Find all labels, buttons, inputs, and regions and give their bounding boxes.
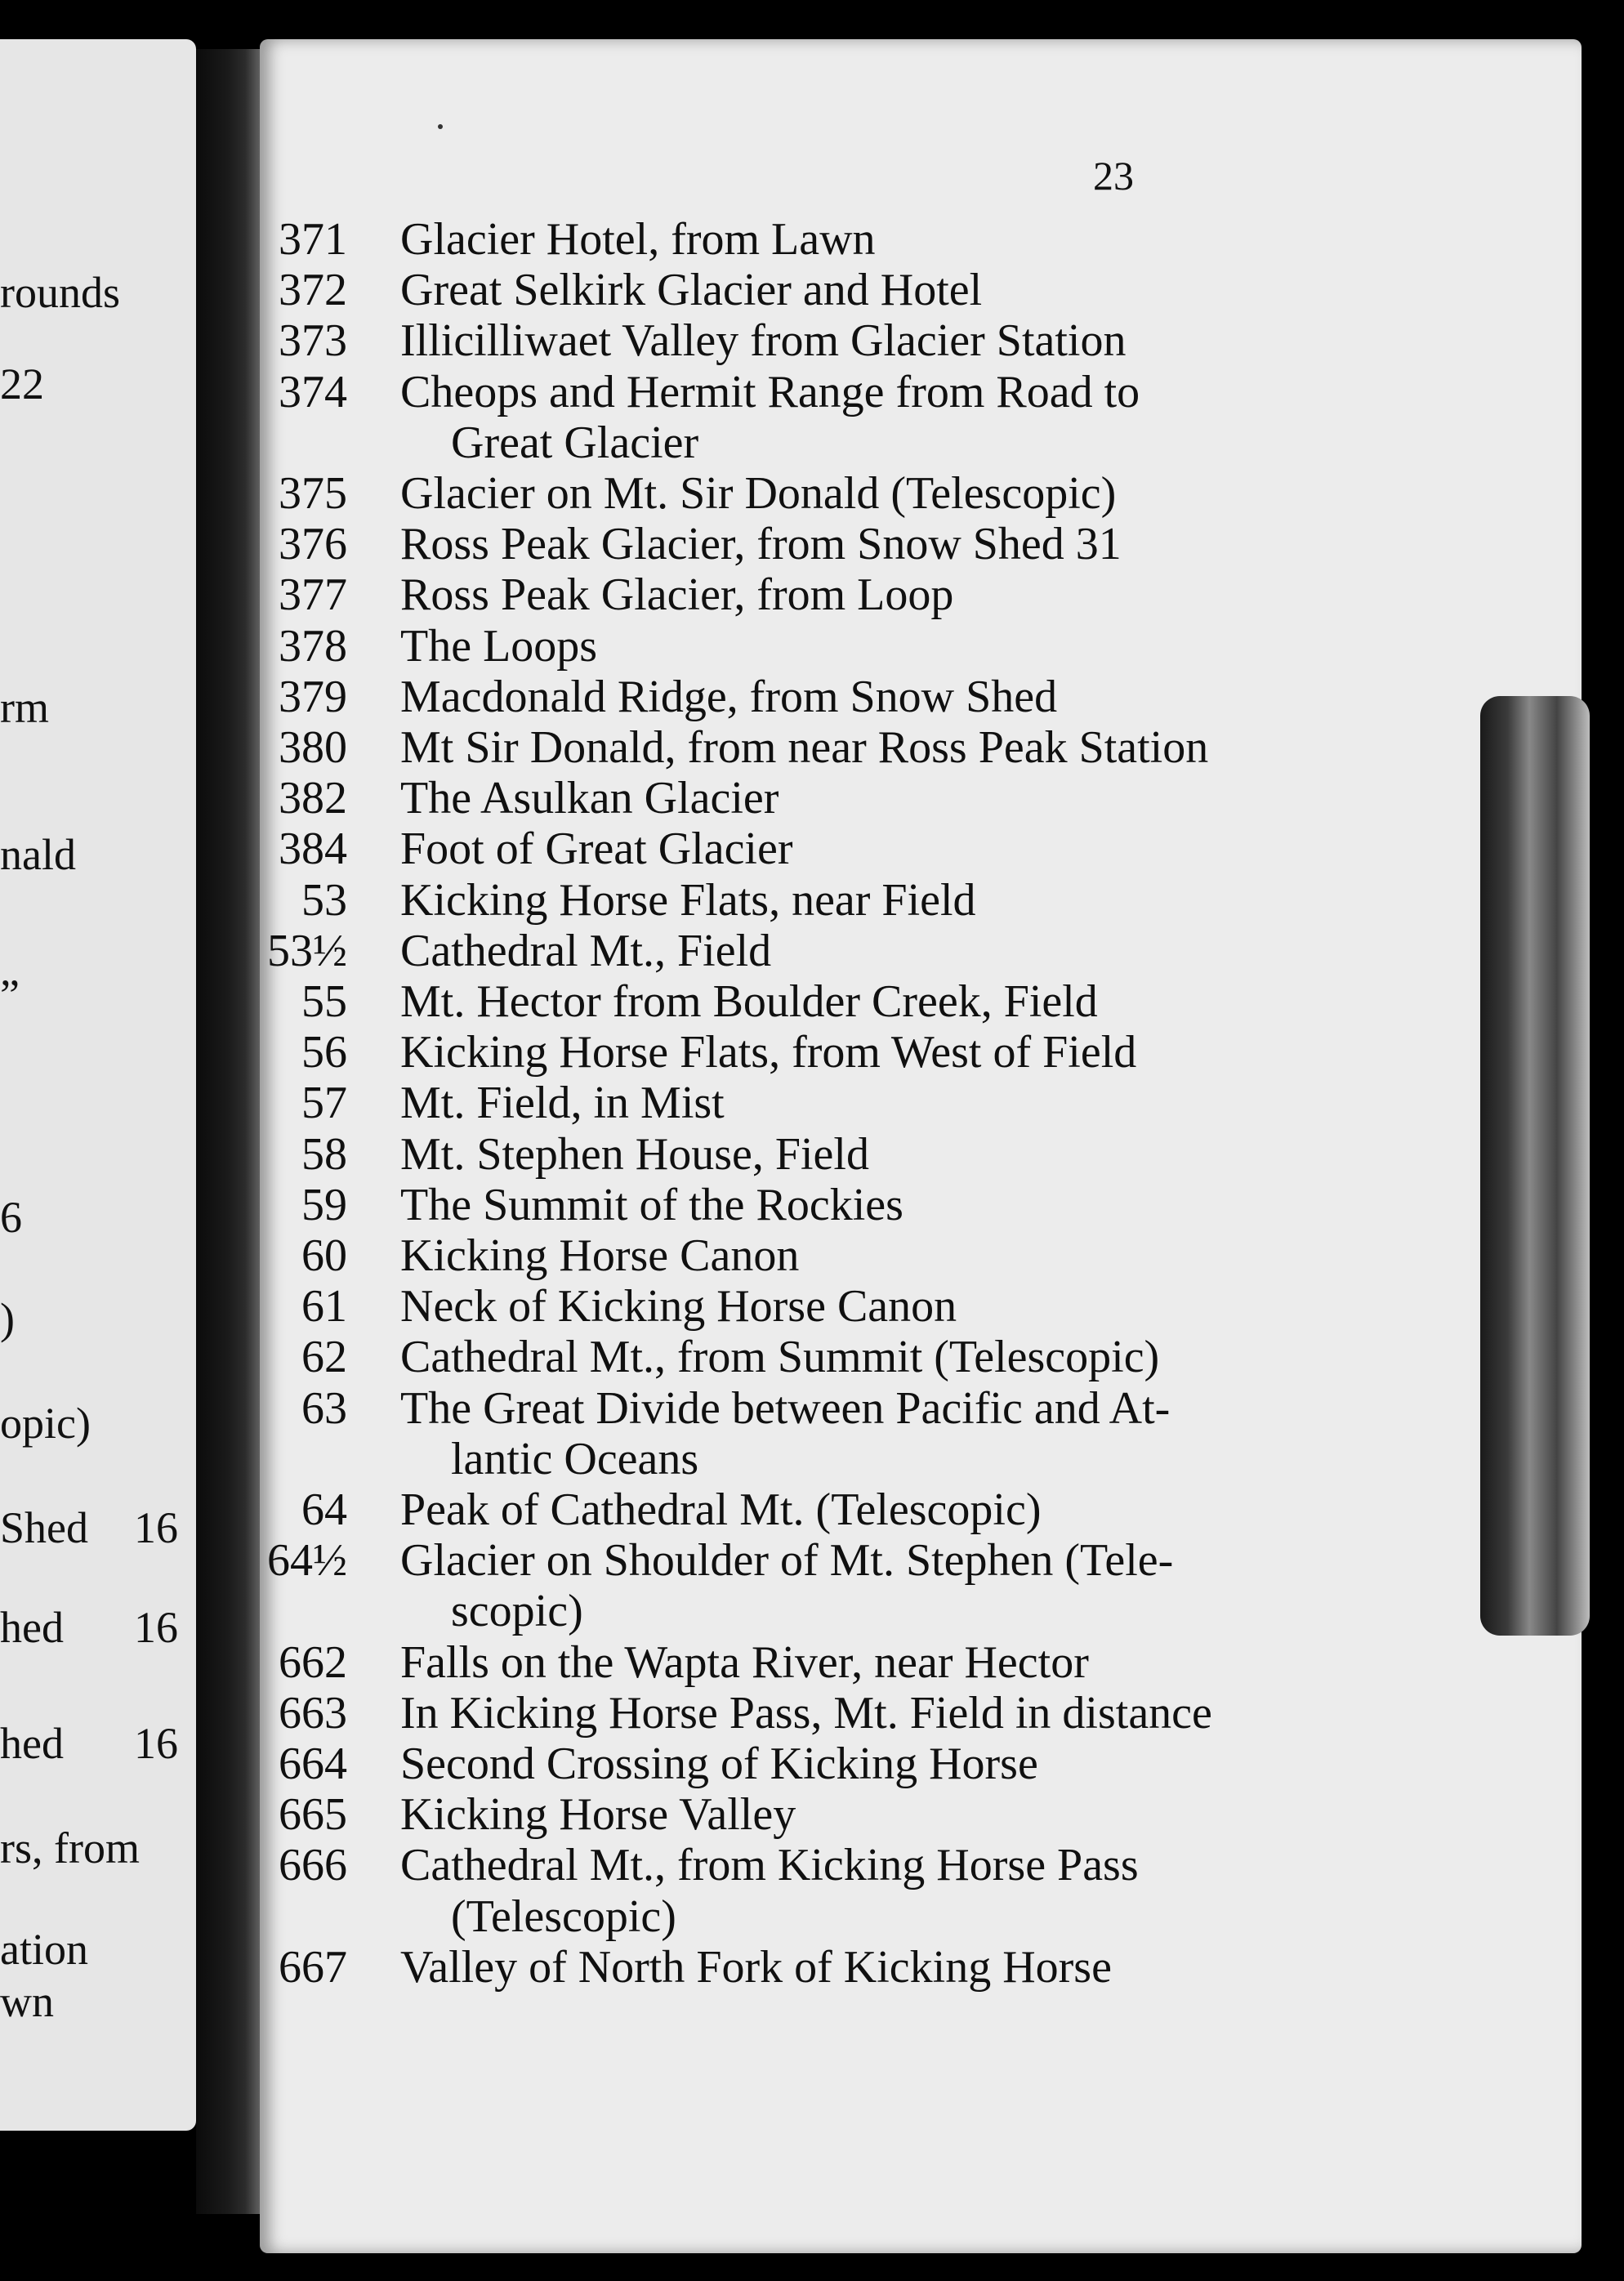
photo-number: 376: [279, 519, 347, 570]
previous-page-line: [0, 1503, 188, 1552]
photo-number: 59: [301, 1179, 347, 1230]
photo-title: Macdonald Ridge, from Snow Shed: [400, 671, 1058, 722]
previous-page-line: [0, 1925, 188, 1974]
previous-page-line-text: 6: [0, 1193, 22, 1242]
photo-number: 377: [279, 569, 347, 621]
previous-page-line: [0, 268, 188, 317]
photo-number: 55: [301, 976, 347, 1027]
photo-title-continuation: (Telescopic): [451, 1890, 676, 1942]
previous-page-line: [0, 830, 188, 879]
photo-title: The Summit of the Rockies: [400, 1179, 903, 1230]
previous-page-line-text: ”: [0, 971, 20, 1020]
photo-title: The Great Divide between Pacific and At-: [400, 1382, 1171, 1434]
photo-number: 382: [279, 773, 347, 824]
photo-number: 375: [279, 468, 347, 519]
photo-title-continuation: lantic Oceans: [451, 1433, 699, 1484]
previous-page-line: [0, 1294, 188, 1343]
previous-page-line-text: rs, from: [0, 1823, 140, 1873]
photo-title: Mt. Stephen House, Field: [400, 1128, 869, 1180]
photo-title: Cathedral Mt., from Summit (Telescopic): [400, 1332, 1160, 1383]
photo-title: Kicking Horse Flats, from West of Field: [400, 1027, 1137, 1078]
photo-title: Ross Peak Glacier, from Snow Shed 31: [400, 519, 1122, 570]
photo-title-continuation: Great Glacier: [451, 417, 699, 468]
previous-page-line-number: 16: [134, 1503, 178, 1552]
photo-title: Cathedral Mt., from Kicking Horse Pass: [400, 1840, 1139, 1891]
page-number: 23: [1093, 153, 1134, 199]
previous-page-line-text: hed: [0, 1603, 64, 1652]
photo-title: Ross Peak Glacier, from Loop: [400, 569, 954, 621]
photo-number: 666: [279, 1840, 347, 1891]
photo-number: 384: [279, 824, 347, 875]
photo-title: Mt Sir Donald, from near Ross Peak Station: [400, 722, 1209, 773]
photo-number: 64½: [267, 1535, 347, 1587]
photo-number: 64: [301, 1484, 347, 1535]
photo-number: 63: [301, 1382, 347, 1434]
previous-page-line: [0, 1977, 188, 2026]
photo-number: 664: [279, 1739, 347, 1789]
photo-title: Mt. Hector from Boulder Creek, Field: [400, 976, 1098, 1027]
photo-title: Cheops and Hermit Range from Road to: [400, 366, 1140, 417]
photo-number: 61: [301, 1281, 347, 1332]
photo-title: Kicking Horse Canon: [400, 1230, 800, 1281]
previous-page-line-text: rounds: [0, 268, 120, 317]
previous-page-line-text: 22: [0, 359, 44, 408]
photo-number: 60: [301, 1230, 347, 1281]
photo-number: 62: [301, 1332, 347, 1383]
photo-title: Kicking Horse Flats, near Field: [400, 874, 976, 926]
photo-number: 380: [279, 722, 347, 773]
photo-title: In Kicking Horse Pass, Mt. Field in distance: [400, 1687, 1212, 1739]
previous-page-line-text: hed: [0, 1719, 64, 1768]
previous-page-line: [0, 1719, 188, 1768]
photo-title: Valley of North Fork of Kicking Horse: [400, 1941, 1112, 1993]
current-page: [260, 39, 1582, 2253]
photo-title: Kicking Horse Valley: [400, 1789, 796, 1841]
photo-title: Peak of Cathedral Mt. (Telescopic): [400, 1484, 1042, 1535]
previous-page-line: [0, 971, 188, 1020]
previous-page-fragment: [0, 39, 196, 2131]
previous-page-line: [0, 1399, 188, 1448]
previous-page-line: [0, 1603, 188, 1652]
previous-page-line-text: Shed: [0, 1503, 88, 1552]
photo-title: Glacier on Shoulder of Mt. Stephen (Tele-: [400, 1535, 1174, 1587]
photo-number: 662: [279, 1636, 347, 1688]
photo-title: Glacier Hotel, from Lawn: [400, 214, 876, 265]
photo-title: The Loops: [400, 620, 598, 672]
photo-number: 53½: [267, 925, 347, 976]
previous-page-line-number: 16: [134, 1603, 178, 1652]
photo-number: 372: [279, 265, 347, 316]
previous-page-line-text: ation: [0, 1925, 88, 1974]
photo-title: Second Crossing of Kicking Horse: [400, 1739, 1038, 1789]
previous-page-line: [0, 1193, 188, 1242]
photo-number: 378: [279, 620, 347, 672]
page-tab-edge: [1480, 696, 1590, 1636]
photo-title: Foot of Great Glacier: [400, 824, 793, 875]
photo-number: 374: [279, 366, 347, 417]
photo-number: 663: [279, 1687, 347, 1739]
previous-page-line: [0, 359, 188, 408]
print-speck: [438, 124, 443, 129]
photo-number: 57: [301, 1078, 347, 1129]
photo-title: Cathedral Mt., Field: [400, 925, 772, 976]
photo-title: Mt. Field, in Mist: [400, 1078, 725, 1129]
photo-number: 56: [301, 1027, 347, 1078]
photo-number: 58: [301, 1128, 347, 1180]
previous-page-line: [0, 1823, 188, 1873]
previous-page-line: [0, 683, 188, 732]
photo-number: 665: [279, 1789, 347, 1841]
photo-number: 379: [279, 671, 347, 722]
previous-page-line-text: rm: [0, 683, 49, 732]
previous-page-line-number: 16: [134, 1719, 178, 1768]
photo-title-continuation: scopic): [451, 1586, 583, 1637]
photo-title: Neck of Kicking Horse Canon: [400, 1281, 957, 1332]
photo-title: Illicilliwaet Valley from Glacier Station: [400, 315, 1127, 367]
photo-title: Great Selkirk Glacier and Hotel: [400, 265, 983, 316]
photo-number: 667: [279, 1941, 347, 1993]
previous-page-line-text: nald: [0, 830, 76, 879]
previous-page-line-text: opic): [0, 1399, 91, 1448]
photo-number: 373: [279, 315, 347, 367]
book-gutter: [196, 49, 266, 2214]
photo-title: Glacier on Mt. Sir Donald (Telescopic): [400, 468, 1117, 519]
photo-number: 53: [301, 874, 347, 926]
photo-title: Falls on the Wapta River, near Hector: [400, 1636, 1089, 1688]
photo-number: 371: [279, 214, 347, 265]
previous-page-line-text: ): [0, 1294, 15, 1343]
photo-title: The Asulkan Glacier: [400, 773, 779, 824]
previous-page-line-text: wn: [0, 1977, 54, 2026]
